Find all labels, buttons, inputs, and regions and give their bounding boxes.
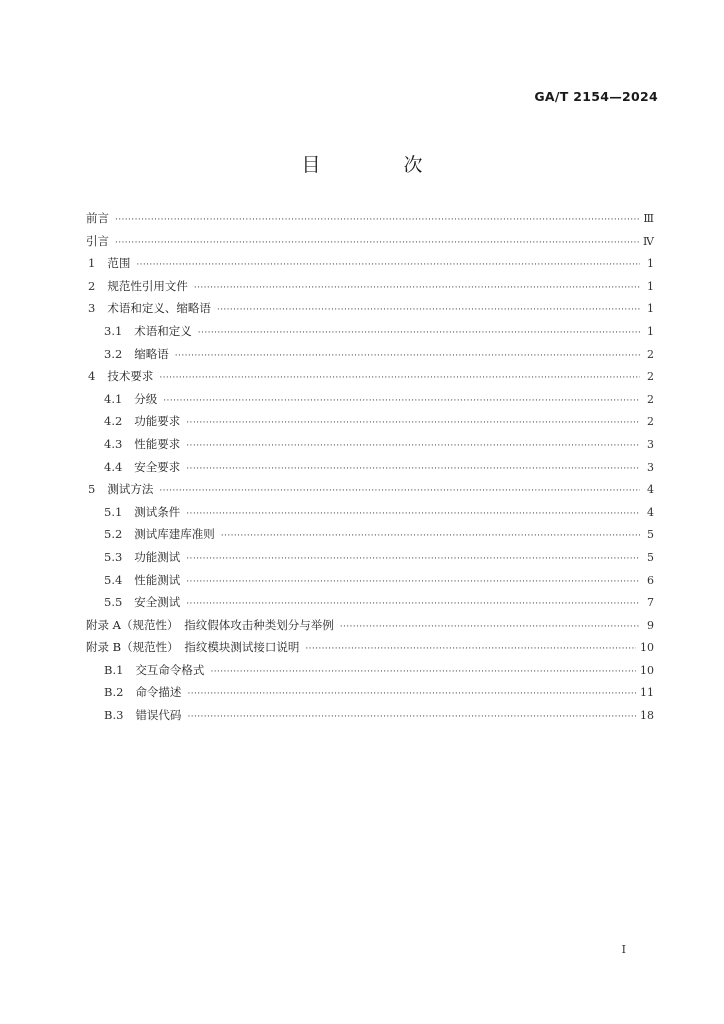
toc-dot-leader (221, 525, 640, 548)
toc-entry-number: B.1 (104, 662, 124, 677)
standard-number: GA/T 2154—2024 (534, 89, 658, 104)
toc-entry-page: 1 (647, 324, 654, 338)
toc-entry[interactable] (86, 704, 654, 727)
toc-entry-label: 缩略语 (134, 346, 169, 361)
toc-dot-leader (115, 209, 639, 232)
toc-entry[interactable] (86, 636, 654, 659)
toc-dot-leader (115, 232, 639, 255)
toc-dot-leader (186, 412, 640, 435)
toc-entry[interactable] (86, 478, 654, 501)
toc-entry-page: 11 (640, 686, 654, 700)
toc-entry-label: 范围 (107, 256, 131, 271)
toc-entry-page: 3 (647, 437, 654, 451)
toc-dot-leader (198, 322, 640, 345)
toc-entry-label: 术语和定义、缩略语 (107, 301, 211, 316)
toc-entry-number: 5 (88, 482, 96, 497)
toc-entry-number: 5.5 (104, 595, 123, 610)
toc-entry-label: 分级 (134, 391, 158, 406)
toc-entry[interactable] (86, 659, 654, 682)
toc-dot-leader (187, 706, 636, 729)
toc-dot-leader (136, 254, 640, 277)
toc-entry-label: 前言 (86, 211, 109, 225)
toc-entry-number: 3 (88, 301, 96, 316)
toc-entry-page: 1 (647, 257, 654, 271)
toc-entry-number: B.2 (104, 685, 124, 700)
toc-entry[interactable] (86, 456, 654, 479)
toc-entry-label: 附录 B（规范性） 指纹模块测试接口说明 (86, 640, 300, 655)
toc-entry[interactable] (86, 343, 654, 366)
toc-entry-page: 1 (647, 302, 654, 316)
toc-entry-page: 3 (647, 460, 654, 474)
toc-dot-leader (186, 548, 640, 571)
toc-entry-number: 5.1 (104, 504, 123, 519)
toc-entry-page: 5 (647, 550, 654, 564)
toc-entry-label: 附录 A（规范性） 指纹假体攻击种类划分与举例 (86, 617, 334, 632)
toc-entry-label: 测试库建库准则 (134, 527, 215, 542)
toc-entry-page: 2 (647, 347, 654, 361)
toc-entry-page: 10 (640, 641, 654, 655)
toc-entry[interactable] (86, 410, 654, 433)
toc-dot-leader (217, 299, 640, 322)
toc-dot-leader (187, 683, 636, 706)
toc-entry-number: 5.3 (104, 549, 123, 564)
toc-entry-page: 10 (640, 663, 654, 677)
toc-entry-number: 5.4 (104, 572, 123, 587)
toc-entry[interactable] (86, 569, 654, 592)
table-of-contents (86, 207, 654, 727)
toc-dot-leader (186, 503, 640, 526)
toc-entry[interactable] (86, 501, 654, 524)
toc-entry-number: 1 (88, 256, 96, 271)
toc-entry-label: 功能要求 (134, 414, 181, 429)
toc-entry-page: 2 (647, 415, 654, 429)
toc-entry[interactable] (86, 275, 654, 298)
toc-entry-page: 6 (647, 573, 654, 587)
toc-entry[interactable] (86, 546, 654, 569)
toc-entry[interactable] (86, 614, 654, 637)
toc-entry-page: 9 (647, 618, 654, 632)
toc-dot-leader (186, 435, 640, 458)
toc-entry-page: 4 (647, 483, 654, 497)
toc-entry-label: 性能测试 (134, 572, 181, 587)
toc-entry-page: 7 (647, 596, 654, 610)
toc-entry[interactable] (86, 207, 654, 230)
toc-entry-label: 命令描述 (135, 685, 182, 700)
toc-entry-label: 安全要求 (134, 459, 181, 474)
toc-entry-label: 术语和定义 (134, 323, 192, 338)
toc-entry-page: 2 (647, 392, 654, 406)
toc-entry-page: Ⅲ (643, 212, 654, 225)
toc-entry-number: 3.2 (104, 346, 123, 361)
toc-entry[interactable] (86, 388, 654, 411)
toc-entry[interactable] (86, 320, 654, 343)
toc-entry-page: Ⅳ (643, 234, 654, 248)
toc-entry-number: 4.2 (104, 414, 123, 429)
toc-dot-leader (210, 661, 636, 684)
toc-entry[interactable] (86, 230, 654, 253)
toc-entry-page: 1 (647, 279, 654, 293)
toc-dot-leader (163, 390, 640, 413)
toc-entry-label: 功能测试 (134, 549, 181, 564)
toc-entry-label: 引言 (86, 233, 109, 248)
toc-entry-label: 交互命令格式 (135, 662, 205, 677)
toc-dot-leader (159, 367, 640, 390)
toc-entry[interactable] (86, 523, 654, 546)
toc-entry-label: 错误代码 (135, 708, 182, 723)
toc-title: 目 次 (301, 154, 455, 176)
toc-entry-number: 4.3 (104, 436, 123, 451)
toc-entry-page: 4 (647, 505, 654, 519)
toc-entry-label: 测试方法 (107, 482, 154, 497)
toc-entry[interactable] (86, 365, 654, 388)
toc-entry-label: 测试条件 (134, 504, 181, 519)
toc-entry-number: 3.1 (104, 323, 123, 338)
toc-entry-number: 4 (88, 369, 96, 384)
toc-entry[interactable] (86, 297, 654, 320)
toc-entry-number: 4.4 (104, 459, 123, 474)
toc-entry-label: 安全测试 (134, 595, 181, 610)
toc-entry[interactable] (86, 681, 654, 704)
toc-entry[interactable] (86, 433, 654, 456)
page-number: Ⅰ (621, 943, 626, 956)
toc-dot-leader (305, 638, 636, 661)
toc-entry-page: 18 (640, 709, 654, 723)
toc-entry-page: 2 (647, 370, 654, 384)
toc-dot-leader (186, 593, 640, 616)
toc-dot-leader (159, 480, 640, 503)
toc-dot-leader (340, 616, 640, 639)
toc-dot-leader (186, 458, 640, 481)
toc-entry-number: 5.2 (104, 527, 123, 542)
toc-dot-leader (186, 571, 640, 594)
toc-entry[interactable] (86, 252, 654, 275)
toc-entry-number: 2 (88, 278, 96, 293)
toc-entry-label: 技术要求 (107, 369, 154, 384)
toc-entry[interactable] (86, 591, 654, 614)
toc-entry-page: 5 (647, 528, 654, 542)
toc-entry-number: B.3 (104, 708, 124, 723)
toc-entry-label: 规范性引用文件 (107, 278, 188, 293)
toc-dot-leader (194, 277, 640, 300)
toc-dot-leader (175, 345, 640, 368)
toc-entry-number: 4.1 (104, 391, 123, 406)
toc-entry-label: 性能要求 (134, 436, 181, 451)
